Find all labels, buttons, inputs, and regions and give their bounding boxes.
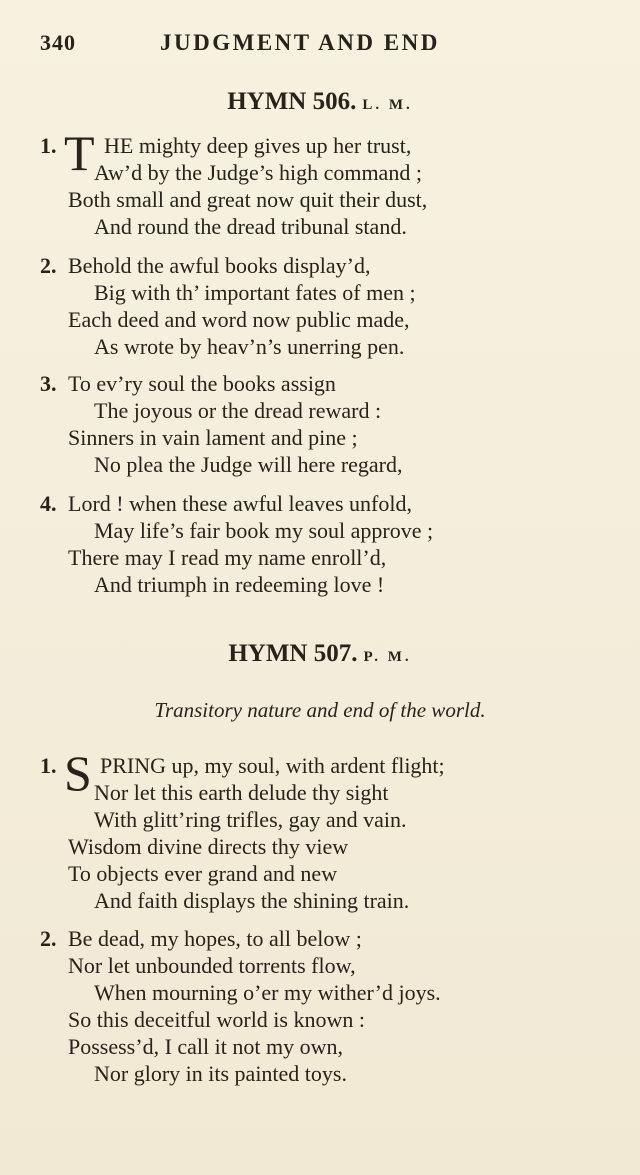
stanza-line xyxy=(40,490,625,517)
drop-cap: S xyxy=(64,745,92,801)
stanza-line: The joyous or the dread reward : xyxy=(94,398,382,423)
stanza-line: Nor glory in its painted toys. xyxy=(94,1061,347,1086)
stanza-line: Nor let this earth delude thy sight xyxy=(94,780,389,805)
first-line-text: PRING up, my soul, with ardent flight; xyxy=(100,753,445,778)
stanza-line: As wrote by heav’n’s unerring pen. xyxy=(94,334,405,359)
page-header xyxy=(40,28,600,62)
stanza-line: And triumph in redeeming love ! xyxy=(94,572,385,597)
stanza-line-text: Be dead, my hopes, to all below ; xyxy=(68,926,362,951)
stanza-line: Sinners in vain lament and pine ; xyxy=(68,425,358,450)
hymn-507-stanza-2 xyxy=(40,925,625,1087)
stanza-line: So this deceitful world is known : xyxy=(68,1007,365,1032)
drop-cap: T xyxy=(64,125,95,181)
hymn-507-meter: P. M. xyxy=(363,649,412,665)
stanza-line xyxy=(40,370,625,397)
hymn-506-stanza-1 xyxy=(40,125,625,240)
hymn-506-stanza-3 xyxy=(40,370,625,478)
hymn-507-stanza-1 xyxy=(40,745,625,914)
hymn-507-title xyxy=(0,640,640,668)
stanza-line: Both small and great now quit their dust, xyxy=(68,187,428,212)
stanza-number: 2. xyxy=(40,253,57,278)
stanza-number: 2. xyxy=(40,926,57,951)
stanza-line-text: To ev’ry soul the books assign xyxy=(68,371,336,396)
stanza-number: 1. xyxy=(40,753,57,778)
hymn-507-number: HYMN 507. xyxy=(228,640,358,667)
first-line-text: HE mighty deep gives up her trust, xyxy=(104,133,412,158)
stanza-line: Each deed and word now public made, xyxy=(68,307,410,332)
stanza-line: And round the dread tribunal stand. xyxy=(94,214,407,239)
hymn-506-meter: L. M. xyxy=(362,97,413,113)
stanza-line: Aw’d by the Judge’s high command ; xyxy=(94,160,422,185)
stanza-line xyxy=(40,925,625,952)
stanza-line: With glitt’ring trifles, gay and vain. xyxy=(94,807,407,832)
hymn-506-stanza-2 xyxy=(40,252,625,360)
stanza-line: No plea the Judge will here regard, xyxy=(94,452,403,477)
stanza-line: To objects ever grand and new xyxy=(68,861,338,886)
page-number: 340 xyxy=(40,30,76,55)
stanza-number: 4. xyxy=(40,491,57,516)
stanza-line xyxy=(40,252,625,279)
stanza-line: There may I read my name enroll’d, xyxy=(68,545,387,570)
hymn-507-subtitle: Transitory nature and end of the world. xyxy=(154,698,486,722)
stanza-number: 1. xyxy=(40,133,57,158)
hymn-506-number: HYMN 506. xyxy=(227,88,357,115)
stanza-line: When mourning o’er my wither’d joys. xyxy=(94,980,441,1005)
stanza-line-text: Lord ! when these awful leaves unfold, xyxy=(68,491,412,516)
stanza-line: Nor let unbounded torrents flow, xyxy=(68,953,356,978)
stanza-line: And faith displays the shining train. xyxy=(94,888,410,913)
stanza-line-text: Behold the awful books display’d, xyxy=(68,253,371,278)
hymn-506-title xyxy=(0,88,640,116)
stanza-line: Possess’d, I call it not my own, xyxy=(68,1034,343,1059)
hymn-506-stanza-4 xyxy=(40,490,625,598)
stanza-line: Big with th’ important fates of men ; xyxy=(94,280,416,305)
stanza-number: 3. xyxy=(40,371,57,396)
stanza-line: May life’s fair book my soul approve ; xyxy=(94,518,434,543)
running-head: JUDGMENT AND END xyxy=(160,30,440,55)
stanza-line: Wisdom divine directs thy view xyxy=(68,834,349,859)
